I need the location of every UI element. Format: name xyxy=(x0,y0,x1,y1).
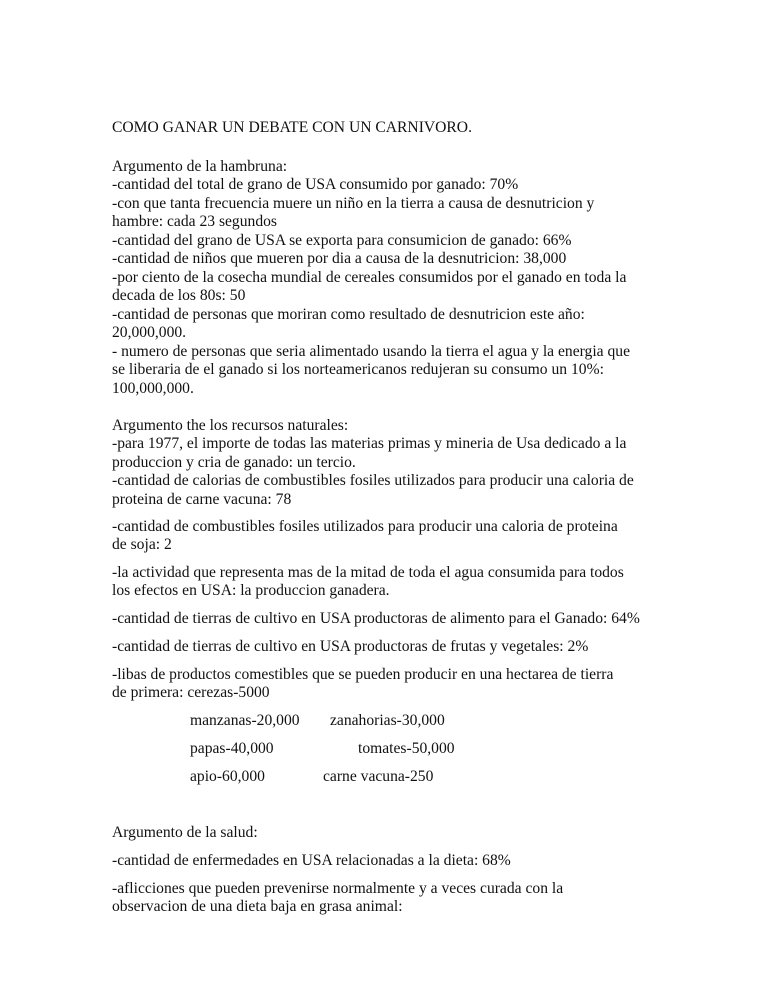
text-line: - numero de personas que seria alimentado usando la tierra el agua y la energia que xyxy=(112,343,630,360)
document-title: COMO GANAR UN DEBATE CON UN CARNIVORO. xyxy=(112,119,472,136)
section-heading-hambruna: Argumento de la hambruna: xyxy=(112,158,288,175)
text-line: 20,000,000. xyxy=(112,324,187,341)
text-line: -cantidad de tierras de cultivo en USA productoras de frutas y vegetales: 2% xyxy=(112,638,589,655)
produce-item: apio-60,000 xyxy=(190,768,265,785)
text-line: -libas de productos comestibles que se pueden producir en una hectarea de tierra xyxy=(112,666,614,683)
section-heading-salud: Argumento de la salud: xyxy=(112,824,258,841)
text-line: -cantidad de calorias de combustibles fosiles utilizados para producir una caloria de xyxy=(112,472,634,489)
produce-item: papas-40,000 xyxy=(190,740,274,757)
text-line: 100,000,000. xyxy=(112,380,194,397)
text-line: -cantidad de personas que moriran como resultado de desnutricion este año: xyxy=(112,306,585,323)
text-line: de primera: cerezas-5000 xyxy=(112,684,270,701)
text-line: -cantidad de combustibles fosiles utilizados para producir una caloria de proteina xyxy=(112,518,618,535)
text-line: observacion de una dieta baja en grasa animal: xyxy=(112,898,403,915)
produce-item: tomates-50,000 xyxy=(358,740,455,757)
produce-item: manzanas-20,000 xyxy=(190,712,300,729)
text-line: decada de los 80s: 50 xyxy=(112,287,246,304)
text-line: de soja: 2 xyxy=(112,536,172,553)
text-line: -aflicciones que pueden prevenirse normalmente y a veces curada con la xyxy=(112,880,564,897)
text-line: -cantidad de tierras de cultivo en USA productoras de alimento para el Ganado: 64% xyxy=(112,610,640,627)
text-line: produccion y cria de ganado: un tercio. xyxy=(112,454,356,471)
text-line: -cantidad del total de grano de USA consumido por ganado: 70% xyxy=(112,176,519,193)
text-line: -cantidad de enfermedades en USA relacionadas a la dieta: 68% xyxy=(112,852,511,869)
text-line: -por ciento de la cosecha mundial de cereales consumidos por el ganado en toda la xyxy=(112,269,627,286)
text-line: los efectos en USA: la produccion ganadera. xyxy=(112,582,390,599)
section-heading-recursos: Argumento the los recursos naturales: xyxy=(112,417,349,434)
produce-item: carne vacuna-250 xyxy=(323,768,434,785)
text-line: proteina de carne vacuna: 78 xyxy=(112,491,292,508)
text-line: hambre: cada 23 segundos xyxy=(112,213,277,230)
text-line: -cantidad de niños que mueren por dia a causa de la desnutricion: 38,000 xyxy=(112,250,567,267)
produce-item: zanahorias-30,000 xyxy=(330,712,445,729)
text-line: -para 1977, el importe de todas las materias primas y mineria de Usa dedicado a la xyxy=(112,435,627,452)
text-line: se liberaria de el ganado si los norteamericanos redujeran su consumo un 10%: xyxy=(112,361,604,378)
text-line: -la actividad que representa mas de la mitad de toda el agua consumida para todos xyxy=(112,564,624,581)
text-line: -con que tanta frecuencia muere un niño en la tierra a causa de desnutricion y xyxy=(112,195,595,212)
text-line: -cantidad del grano de USA se exporta para consumicion de ganado: 66% xyxy=(112,232,572,249)
